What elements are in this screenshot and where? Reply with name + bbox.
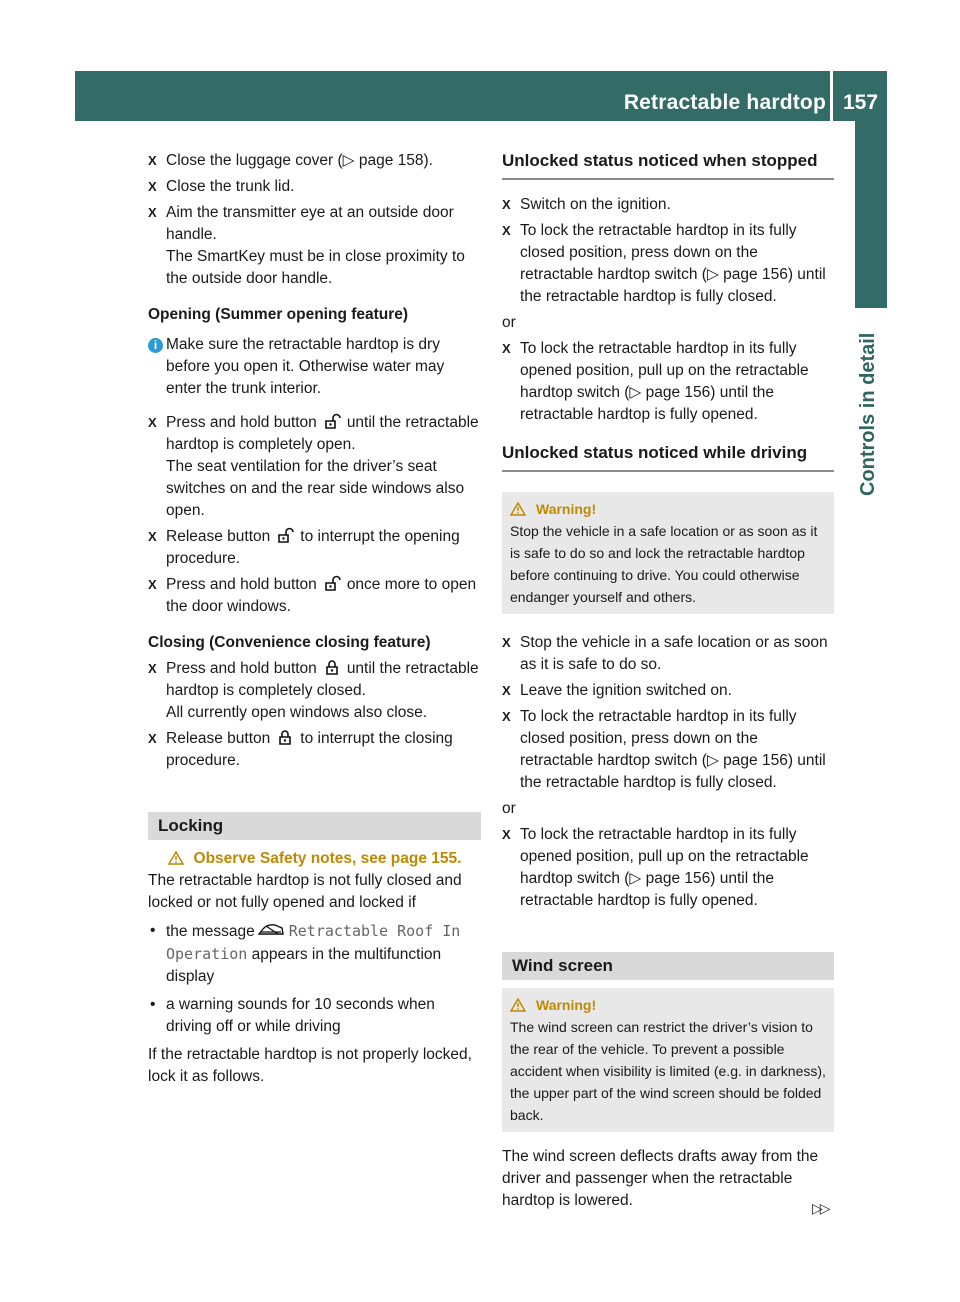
warning-box xyxy=(502,492,834,614)
warning-title: Warning! xyxy=(510,994,826,1016)
list-item: • a warning sounds for 10 seconds when driving off or while driving xyxy=(148,994,481,1038)
step-lock-closed: X To lock the retractable hardtop in its fully closed position, press down on the retractable hardtop switch (▷ page 156) until the retractable hardtop is fully closed. xyxy=(502,220,834,308)
warning-title: Warning! xyxy=(510,498,826,520)
car-roof-icon xyxy=(257,922,285,938)
wind-text: The wind screen deflects drafts away from the driver and passenger when the retractable hardtop is lowered. xyxy=(502,1148,819,1209)
info-note xyxy=(148,334,481,400)
step-text: X Aim the transmitter eye at an outside door handle. xyxy=(166,204,454,243)
step-text: X Release button to interrupt the closing procedure. xyxy=(166,730,453,769)
header-divider xyxy=(830,71,833,121)
step-press-hold-windows xyxy=(148,574,481,618)
page-number: 157 xyxy=(843,91,879,114)
unlock-icon xyxy=(276,527,294,543)
unlock-icon xyxy=(323,575,341,591)
step-note: The SmartKey must be in close proximity to the outside door handle. xyxy=(166,248,465,287)
side-tab-label: Controls in detail xyxy=(857,332,879,496)
wind-screen-section-heading: Wind screen xyxy=(502,952,834,980)
step-aim-transmitter xyxy=(148,202,481,290)
step-lock-opened: X To lock the retractable hardtop in its fully opened position, pull up on the retractable hardtop switch (▷ page 156) until the retractable hardtop is fully opened. xyxy=(502,338,834,426)
step-text: X Press and hold button until the retractable hardtop is completely closed. xyxy=(166,660,479,699)
warning-box xyxy=(502,988,834,1132)
warning-triangle-icon xyxy=(510,998,526,1012)
or-text: or xyxy=(502,314,516,331)
locking-warning: Observe Safety notes, see page 155. xyxy=(148,848,481,870)
step-text: X Release button to interrupt the opening procedure. xyxy=(166,528,460,567)
info-icon: i xyxy=(148,338,163,353)
side-tab xyxy=(855,121,887,308)
or-text: or xyxy=(502,800,516,817)
unlock-icon xyxy=(323,413,341,429)
step-release-close xyxy=(148,728,481,772)
page-title: Retractable hardtop xyxy=(623,91,826,114)
step-note: All currently open windows also close. xyxy=(166,704,428,721)
step-press-hold-close xyxy=(148,658,481,724)
warning-text: Stop the vehicle in a safe location or as soon as it is safe to do so and lock the retractable hardtop before continuing to drive. You could otherwise endanger yourself and others. xyxy=(510,523,818,605)
left-column xyxy=(148,150,481,1088)
step-close-luggage-cover: X Close the luggage cover (▷ page 158). xyxy=(148,150,481,172)
step-press-hold-open xyxy=(148,412,481,522)
opening-heading: Opening (Summer opening feature) xyxy=(148,306,409,323)
warning-triangle-icon xyxy=(510,502,526,516)
step-text: X Press and hold button once more to open the door windows. xyxy=(166,576,477,615)
step-stop-vehicle: X Stop the vehicle in a safe location or as soon as it is safe to do so. xyxy=(502,632,834,676)
step-lock-closed: X To lock the retractable hardtop in its fully closed position, press down on the retractable hardtop switch (▷ page 156) until the retractable hardtop is fully closed. xyxy=(502,706,834,794)
warning-triangle-icon xyxy=(168,851,184,865)
info-text: Make sure the retractable hardtop is dry before you open it. Otherwise water may enter the trunk interior. xyxy=(166,336,445,397)
closing-heading: Closing (Convenience closing feature) xyxy=(148,634,431,651)
continue-marker: ▷▷ xyxy=(812,1200,828,1216)
lock-icon xyxy=(323,659,341,675)
driving-heading: Unlocked status noticed while driving xyxy=(502,442,834,472)
warning-text: The wind screen can restrict the driver’s vision to the rear of the vehicle. To prevent a possible accident when visibility is limited (e.g. in darkness), the upper part of the wind screen should be folded back. xyxy=(510,1019,826,1123)
step-note: The seat ventilation for the driver’s seat switches on and the rear side windows also open. xyxy=(166,458,465,519)
locking-text: The retractable hardtop is not fully closed and locked or not fully opened and locked if xyxy=(148,872,462,911)
closing-text: If the retractable hardtop is not properly locked, lock it as follows. xyxy=(148,1046,472,1085)
step-close-trunk: X Close the trunk lid. xyxy=(148,176,481,198)
locking-section-heading: Locking xyxy=(148,812,481,840)
step-text: X Press and hold button until the retractable hardtop is completely open. xyxy=(166,414,479,453)
step-lock-opened: X To lock the retractable hardtop in its fully opened position, pull up on the retractable hardtop switch (▷ page 156) until the retractable hardtop is fully opened. xyxy=(502,824,834,912)
stopped-heading: Unlocked status noticed when stopped xyxy=(502,150,834,180)
list-item: • the message Retractable Roof In Operation appears in the multifunction display xyxy=(148,920,481,988)
step-leave-ignition: X Leave the ignition switched on. xyxy=(502,680,834,702)
right-column xyxy=(502,150,834,1212)
lock-icon xyxy=(276,729,294,745)
step-switch-ignition: X Switch on the ignition. xyxy=(502,194,834,216)
step-release-open xyxy=(148,526,481,570)
